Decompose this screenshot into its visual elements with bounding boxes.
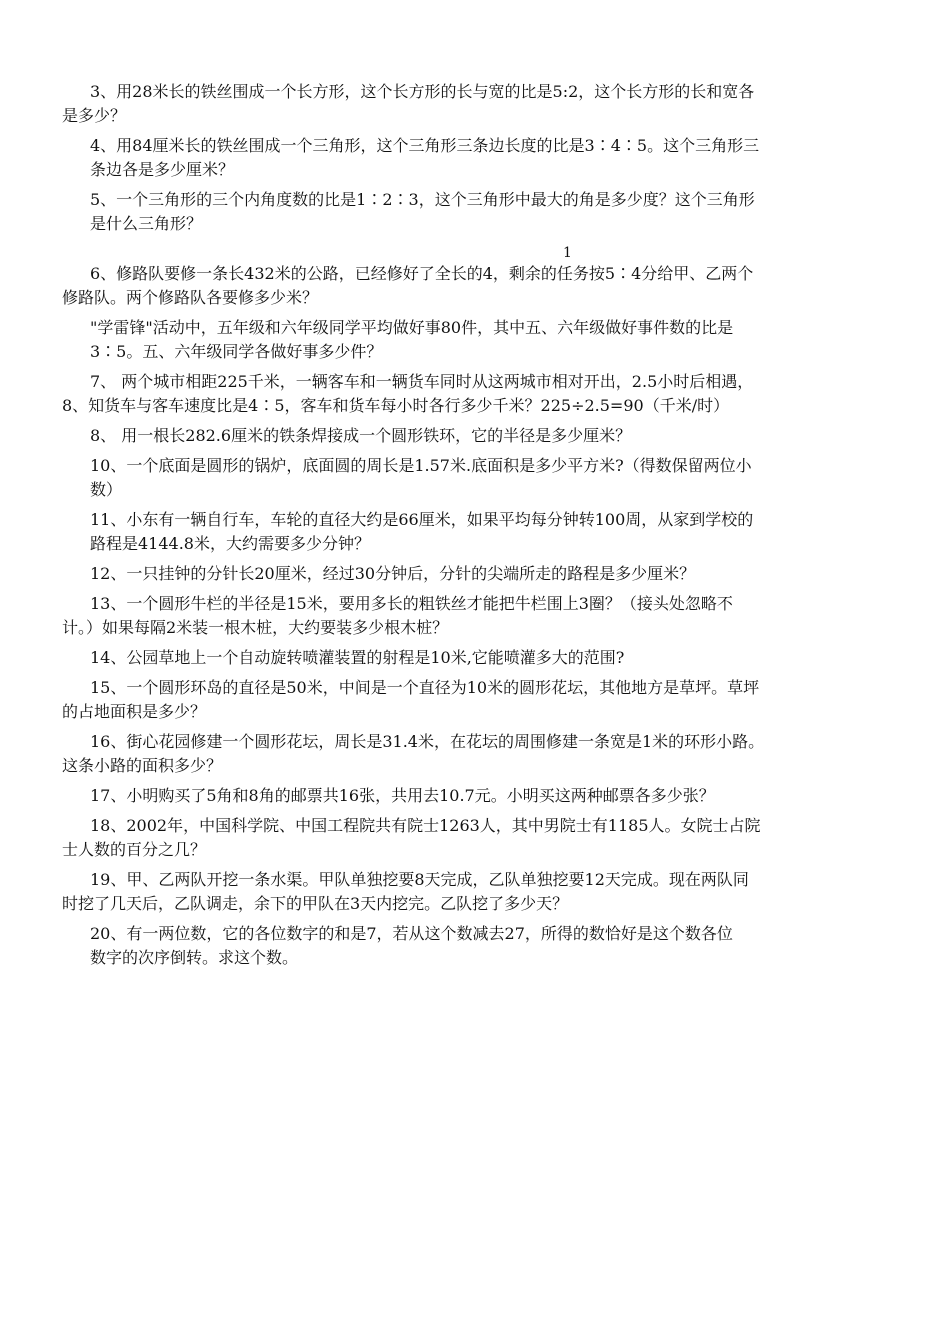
question-line: 士人数的百分之几？ [62,840,207,859]
question-line: 10、一个底面是圆形的锅炉，底面圆的周长是1.57米.底面积是多少平方米?（得数保留两位小 [90,456,752,475]
question-line: 17、小明购买了5角和8角的邮票共16张，共用去10.7元。小明买这两种邮票各多少张？ [90,786,715,805]
question-line: 是什么三角形？ [90,214,203,233]
question-line: 是多少？ [62,106,127,125]
question-line: 20、有一两位数，它的各位数字的和是7，若从这个数减去27，所得的数恰好是这个数各位 [90,924,733,943]
question-5 [62,188,894,236]
question-line: 3、用28米长的铁丝围成一个长方形，这个长方形的长与宽的比是5:2，这个长方形的长和宽各 [90,82,755,101]
question-6 [62,262,894,310]
question-line: 19、甲、乙两队开挖一条水渠。甲队单独挖要8天完成，乙队单独挖要12天完成。现在两队同 [90,870,749,889]
question-16 [62,730,894,778]
question-19 [62,868,894,916]
question-line: 15、一个圆形环岛的直径是50米，中间是一个直径为10米的圆形花坛，其他地方是草坪。草坪 [90,678,760,697]
question-18 [62,814,894,862]
question-line: 6、修路队要修一条长432米的公路，已经修好了全长的4，剩余的任务按5∶4分给甲、乙两个 [90,264,754,283]
question-line: 时挖了几天后，乙队调走，余下的甲队在3天内挖完。乙队挖了多少天？ [62,894,569,913]
question-8 [62,424,894,448]
question-12 [62,562,894,586]
question-6b [62,316,894,364]
question-4 [62,134,894,182]
question-20 [62,922,894,970]
question-line: 数字的次序倒转。求这个数。 [90,948,299,967]
question-line: 数） [90,480,123,499]
question-3 [62,80,894,128]
question-11 [62,508,894,556]
question-line: 13、一个圆形牛栏的半径是15米，要用多长的粗铁丝才能把牛栏围上3圈？（接头处忽略不 [90,594,733,613]
question-17 [62,784,894,808]
question-15 [62,676,894,724]
question-line: 16、街心花园修建一个圆形花坛，周长是31.4米，在花坛的周围修建一条宽是1米的环形小路。 [90,732,765,751]
question-line: 18、2002年，中国科学院、中国工程院共有院士1263人，其中男院士有1185人。女院士占院 [90,816,761,835]
question-line: 4、用84厘米长的铁丝围成一个三角形，这个三角形三条边长度的比是3∶4∶5。这个三角形三 [90,136,760,155]
question-line: 这条小路的面积多少？ [62,756,223,775]
question-13 [62,592,894,640]
question-7 [62,370,894,418]
question-line: "学雷锋"活动中，五年级和六年级同学平均做好事80件，其中五、六年级做好事件数的比是 [90,318,734,337]
question-line: 5、一个三角形的三个内角度数的比是1∶2∶3，这个三角形中最大的角是多少度？这个三角形 [90,190,755,209]
fraction-numerator: 1 [563,245,572,261]
question-line: 8、知货车与客车速度比是4∶5，客车和货车每小时各行多少千米？225÷2.5=90（千米/时） [62,396,730,415]
question-line: 7、 两个城市相距225千米，一辆客车和一辆货车同时从这两城市相对开出，2.5小时后相遇， [90,372,754,391]
question-14 [62,646,894,670]
question-line: 11、小东有一辆自行车，车轮的直径大约是66厘米，如果平均每分钟转100周，从家到学校的 [90,510,754,529]
question-line: 的占地面积是多少？ [62,702,207,721]
question-line: 修路队。两个修路队各要修多少米？ [62,288,319,307]
question-line: 14、公园草地上一个自动旋转喷灌装置的射程是10米,它能喷灌多大的范围? [90,648,625,667]
question-line: 12、一只挂钟的分针长20厘米，经过30分钟后，分针的尖端所走的路程是多少厘米？ [90,564,696,583]
question-10 [62,454,894,502]
question-line: 路程是4144.8米，大约需要多少分钟？ [90,534,370,553]
question-line: 3∶5。五、六年级同学各做好事多少件？ [90,342,383,361]
question-line: 计。）如果每隔2米装一根木桩，大约要装多少根木桩？ [62,618,449,637]
question-line: 条边各是多少厘米？ [90,160,235,179]
question-line: 8、 用一根长282.6厘米的铁条焊接成一个圆形铁环，它的半径是多少厘米？ [90,426,632,445]
